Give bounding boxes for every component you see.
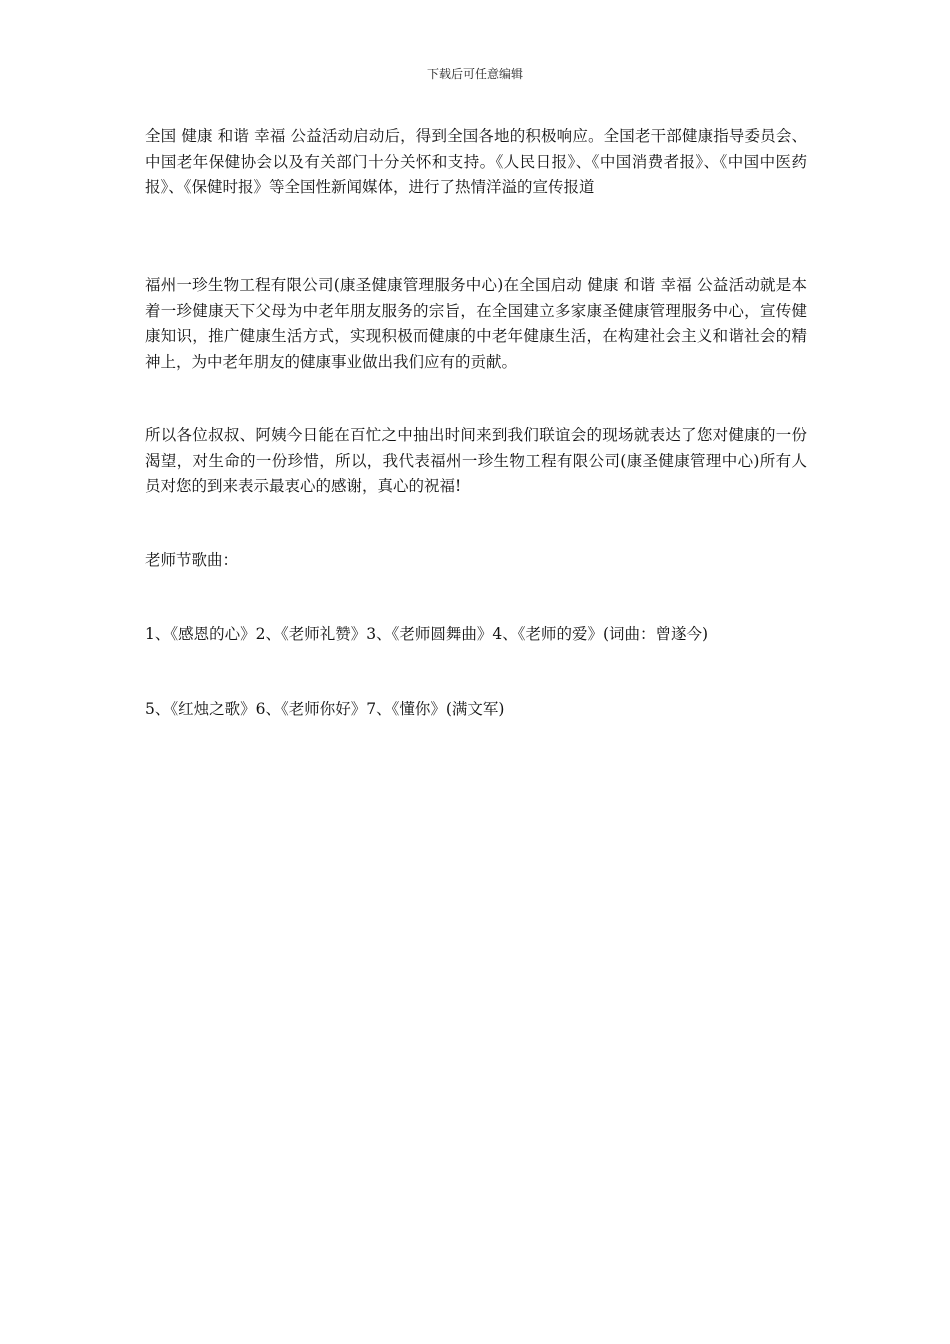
paragraph-song-list-1: 1、《感恩的心》2、《老师礼赞》3、《老师圆舞曲》4、《老师的爱》(词曲：曾遂今) — [145, 625, 709, 643]
page-header-note: 下载后可任意编辑 — [426, 67, 523, 81]
paragraph-song-list-2: 5、《红烛之歌》6、《老师你好》7、《懂你》(满文军) — [145, 700, 505, 718]
paragraph-songs-heading: 老师节歌曲： — [145, 551, 239, 569]
paragraph-company-mission: 福州一珍生物工程有限公司(康圣健康管理服务中心)在全国启动 健康 和谐 幸福 公益活动就是本着一珍健康天下父母为中老年朋友服务的宗旨，在全国建立多家康圣健康管理服务中心，宣传健康知识，推广健康生活方式，实现积极而健康的中老年健康生活，在构建社会主义和谐社会的精神上，为中老年朋友的健康事业做出我们应有的贡献。 — [145, 276, 807, 371]
paragraph-thanks: 所以各位叔叔、阿姨今日能在百忙之中抽出时间来到我们联谊会的现场就表达了您对健康的一份渴望，对生命的一份珍惜，所以，我代表福州一珍生物工程有限公司(康圣健康管理中心)所有人员对您的到来表示最衷心的感谢，真心的祝福! — [145, 426, 807, 495]
paragraph-campaign-launch: 全国 健康 和谐 幸福 公益活动启动后，得到全国各地的积极响应。全国老干部健康指导委员会、中国老年保健协会以及有关部门十分关怀和支持。《人民日报》、《中国消费者报》、《中国中医药报》、《保健时报》等全国性新闻媒体，进行了热情洋溢的宣传报道 — [145, 127, 807, 196]
